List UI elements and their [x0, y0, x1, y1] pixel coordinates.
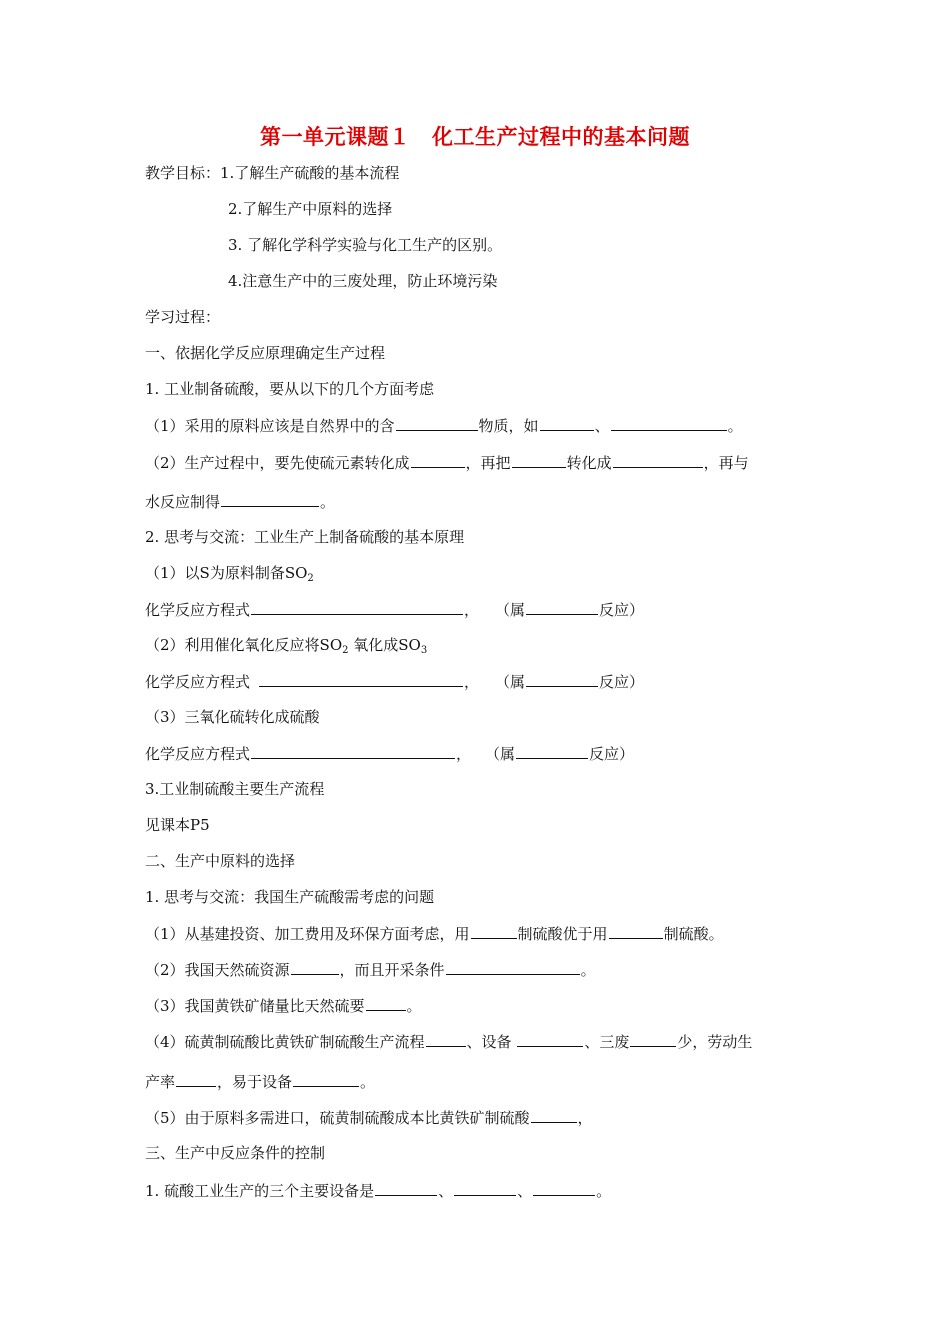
text-segment: 制硫酸优于用 — [517, 925, 608, 943]
text-segment: 。 — [580, 961, 596, 979]
reaction-type-blank[interactable] — [516, 743, 588, 759]
reaction-type-blank[interactable] — [526, 671, 598, 687]
text-segment: 、设备 — [466, 1033, 517, 1051]
text-segment: （3）我国黄铁矿储量比天然硫要 — [145, 997, 365, 1015]
fill-blank[interactable] — [446, 959, 580, 975]
equation-label: 化学反应方程式 — [145, 745, 251, 763]
text-segment: ， — [464, 601, 480, 619]
text-segment: 。 — [320, 493, 336, 511]
s2-item-4 — [145, 1031, 752, 1052]
text-segment: 反应） — [589, 745, 635, 763]
text-segment: 。 — [727, 417, 743, 435]
text-segment: 1. 硫酸工业生产的三个主要设备是 — [145, 1182, 375, 1200]
text-segment: 、三废 — [584, 1033, 630, 1051]
s2-item-5 — [145, 1107, 593, 1128]
section-1-heading: 一、依据化学反应原理确定生产过程 — [145, 344, 386, 362]
process-label: 学习过程： — [145, 308, 221, 326]
s1-question-2: 2. 思考与交流：工业生产上制备硫酸的基本原理 — [145, 528, 465, 546]
text-segment: （5）由于原料多需进口，硫黄制硫酸成本比黄铁矿制硫酸 — [145, 1109, 530, 1127]
text-segment: 反应） — [599, 601, 645, 619]
text-segment: ， — [577, 1109, 593, 1127]
section-3-heading: 三、生产中反应条件的控制 — [145, 1144, 326, 1162]
equation-label: 化学反应方程式 — [145, 601, 251, 619]
text-segment: ，易于设备 — [217, 1073, 293, 1091]
text-segment: 反应） — [599, 673, 645, 691]
text-segment: 、 — [594, 417, 610, 435]
fill-blank[interactable] — [366, 995, 406, 1011]
text-segment: （属 — [485, 745, 516, 763]
goals-label: 教学目标： — [145, 164, 221, 182]
fill-blank[interactable] — [454, 1180, 516, 1196]
s2-question-1: 1. 思考与交流：我国生产硫酸需考虑的问题 — [145, 888, 435, 906]
equation-blank[interactable] — [251, 599, 463, 615]
s2-item-4-cont — [145, 1071, 375, 1092]
text-segment: ，而且开采条件 — [339, 961, 445, 979]
fill-blank[interactable] — [471, 923, 517, 939]
equation-label: 化学反应方程式 — [145, 673, 251, 691]
text-segment: （属 — [495, 673, 526, 691]
text-segment: （2）生产过程中，要先使硫元素转化成 — [145, 454, 410, 472]
s1-question-1: 1. 工业制备硫酸，要从以下的几个方面考虑 — [145, 380, 435, 398]
text-segment: （2）我国天然硫资源 — [145, 961, 290, 979]
fill-blank[interactable] — [630, 1031, 676, 1047]
s1-reaction-1 — [145, 563, 314, 589]
s2-item-1 — [145, 923, 724, 944]
s2-item-2 — [145, 959, 596, 980]
fill-blank[interactable] — [411, 452, 465, 468]
equation-line-1 — [145, 599, 644, 620]
s1-item-2-cont — [145, 491, 335, 512]
fill-blank[interactable] — [293, 1071, 359, 1087]
text-segment: 水反应制得 — [145, 493, 221, 511]
text-segment: （1）从基建投资、加工费用及环保方面考虑，用 — [145, 925, 470, 943]
text-segment: ， — [464, 673, 480, 691]
fill-blank[interactable] — [396, 415, 478, 431]
text-segment: （1）采用的原料应该是自然界中的含 — [145, 417, 395, 435]
s1-item-1 — [145, 415, 743, 436]
text-segment: （1）以S为原料制备SO — [145, 564, 308, 582]
text-segment: 。 — [406, 997, 422, 1015]
text-segment: （4）硫黄制硫酸比黄铁矿制硫酸生产流程 — [145, 1033, 425, 1051]
s1-reaction-3: （3）三氧化硫转化成硫酸 — [145, 708, 320, 726]
text-segment: 、 — [438, 1182, 454, 1200]
textbook-reference: 见课本P5 — [145, 816, 210, 834]
text-segment: 物质，如 — [478, 417, 539, 435]
text-segment: 转化成 — [566, 454, 612, 472]
text-segment: 。 — [360, 1073, 376, 1091]
s3-question-1 — [145, 1180, 611, 1201]
fill-blank[interactable] — [176, 1071, 216, 1087]
subscript: 3 — [420, 645, 428, 656]
section-2-heading: 二、生产中原料的选择 — [145, 852, 296, 870]
fill-blank[interactable] — [221, 491, 319, 507]
text-segment: 产率 — [145, 1073, 176, 1091]
equation-line-2 — [145, 671, 644, 692]
equation-line-3 — [145, 743, 634, 764]
fill-blank[interactable] — [613, 452, 703, 468]
s2-item-3 — [145, 995, 422, 1016]
equation-blank[interactable] — [259, 671, 463, 687]
fill-blank[interactable] — [531, 1107, 577, 1123]
fill-blank[interactable] — [512, 452, 566, 468]
goal-line-1 — [145, 163, 399, 183]
text-segment: ， — [456, 745, 472, 763]
equation-blank[interactable] — [251, 743, 455, 759]
text-segment: 、 — [517, 1182, 533, 1200]
text-segment: ，再把 — [465, 454, 511, 472]
fill-blank[interactable] — [426, 1031, 466, 1047]
fill-blank[interactable] — [609, 923, 663, 939]
text-segment: ，再与 — [703, 454, 749, 472]
fill-blank[interactable] — [611, 415, 727, 431]
subscript: 2 — [307, 573, 314, 584]
fill-blank[interactable] — [291, 959, 339, 975]
fill-blank[interactable] — [517, 1031, 583, 1047]
text-segment: 制硫酸。 — [663, 925, 724, 943]
goal-1: 1.了解生产硫酸的基本流程 — [220, 164, 400, 182]
goal-3: 3. 了解化学科学实验与化工生产的区别。 — [228, 236, 503, 254]
goal-2: 2.了解生产中原料的选择 — [228, 200, 393, 218]
fill-blank[interactable] — [540, 415, 594, 431]
text-segment: 。 — [596, 1182, 612, 1200]
fill-blank[interactable] — [533, 1180, 595, 1196]
reaction-type-blank[interactable] — [526, 599, 598, 615]
page-title: 第一单元课题１ 化工生产过程中的基本问题 — [260, 124, 690, 149]
text-segment: （属 — [495, 601, 526, 619]
s1-item-2 — [145, 452, 749, 473]
text-segment: 氧化成SO — [348, 636, 421, 654]
goal-4: 4.注意生产中的三废处理，防止环境污染 — [228, 272, 498, 290]
subscript: 2 — [342, 645, 349, 656]
text-segment: （2）利用催化氧化反应将SO — [145, 636, 343, 654]
fill-blank[interactable] — [375, 1180, 437, 1196]
s1-reaction-2 — [145, 635, 427, 661]
text-segment: 少，劳动生 — [677, 1033, 753, 1051]
s1-question-3: 3.工业制硫酸主要生产流程 — [145, 780, 325, 798]
